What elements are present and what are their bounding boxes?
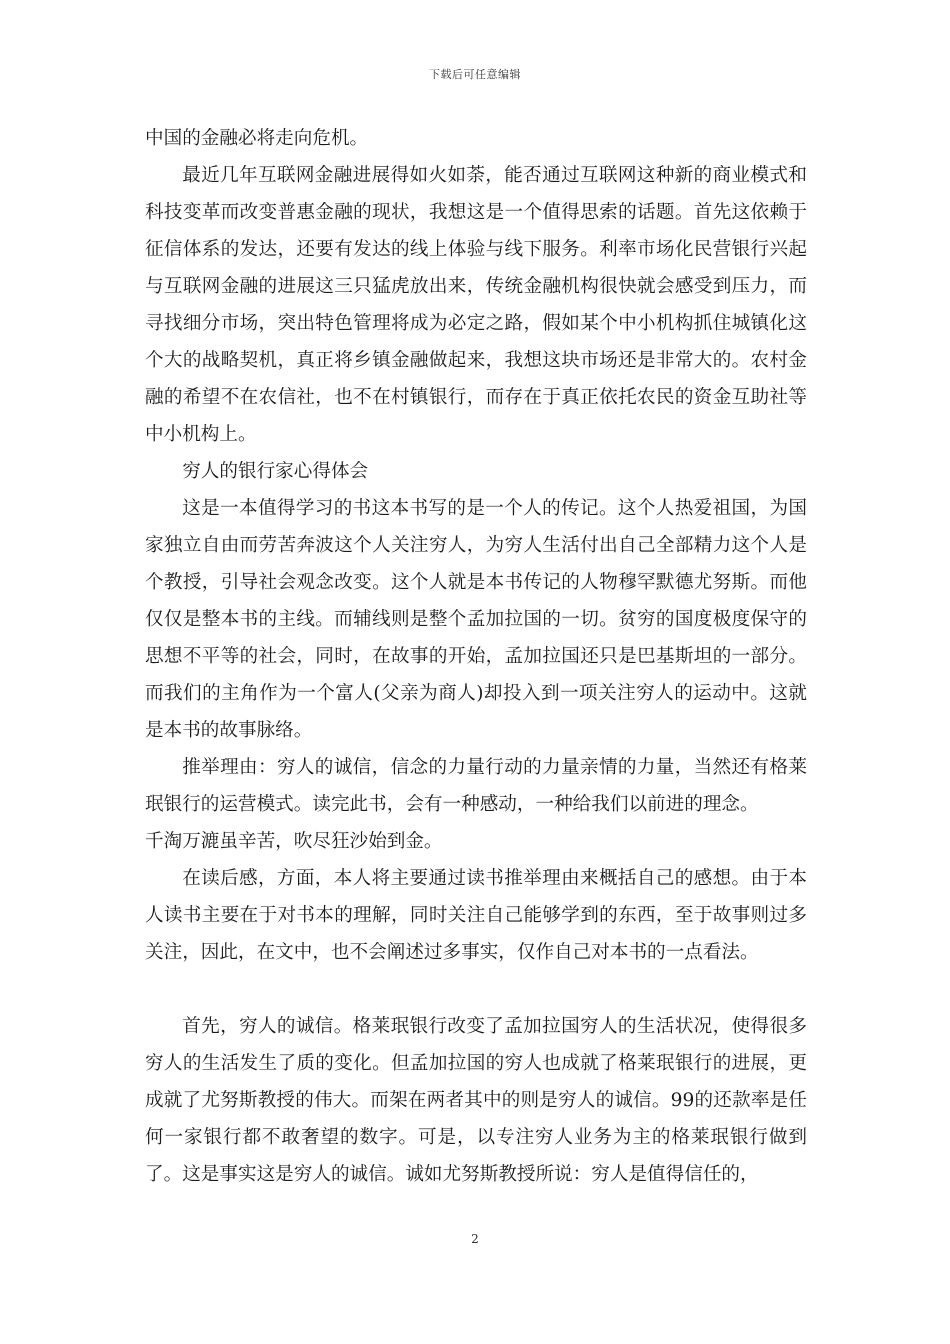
paragraph-recommendation: 推举理由：穷人的诚信，信念的力量行动的力量亲情的力量，当然还有格莱珉银行的运营模式。读完此书，会有一种感动，一种给我们以前进的理念。	[145, 757, 807, 815]
paragraph-book-intro: 这是一本值得学习的书这本书写的是一个人的传记。这个人热爱祖国，为国家独立自由而劳苦奔波这个人关注穷人，为穷人生活付出自己全部精力这个人是个教授，引导社会观念改变。这个人就是本书传记的人物穆罕默德尤努斯。而他仅仅是整本书的主线。而辅线则是整个孟加拉国的一切。贫穷的国度极度保守的思想不平等的社会，同时，在故事的开始，孟加拉国还只是巴基斯坦的一部分。而我们的主角作为一个富人(父亲为商人)却投入到一项关注穷人的运动中。这就是本书的故事脉络。	[145, 498, 807, 741]
paragraph-poem: 千淘万漉虽辛苦，吹尽狂沙始到金。	[145, 831, 443, 852]
page-header: 下载后可任意编辑	[429, 68, 521, 81]
paragraph-continuation: 中国的金融必将走向危机。	[145, 128, 369, 149]
page-number: 2	[471, 1232, 479, 1246]
paragraph-integrity: 首先，穷人的诚信。格莱珉银行改变了孟加拉国穷人的生活状况，使得很多穷人的生活发生了质的变化。但孟加拉国的穷人也成就了格莱珉银行的进展，更成就了尤努斯教授的伟大。而架在两者其中的则是穷人的诚信。99的还款率是任何一家银行都不敢奢望的数字。可是，以专注穷人业务为主的格莱珉银行做到了。这是事实这是穷人的诚信。诚如尤努斯教授所说：穷人是值得信任的，	[145, 1016, 807, 1185]
paragraph-internet-finance: 最近几年互联网金融进展得如火如荼，能否通过互联网这种新的商业模式和科技变革而改变普惠金融的现状，我想这是一个值得思索的话题。首先这依赖于征信体系的发达，还要有发达的线上体验与线下服务。利率市场化民营银行兴起与互联网金融的进展这三只猛虎放出来，传统金融机构很快就会感受到压力，而寻找细分市场，突出特色管理将成为必定之路，假如某个中小机构抓住城镇化这个大的战略契机，真正将乡镇金融做起来，我想这块市场还是非常大的。农村金融的希望不在农信社，也不在村镇银行，而存在于真正依托农民的资金互助社等中小机构上。	[145, 165, 807, 445]
document-body	[145, 120, 807, 1193]
section-title: 穷人的银行家心得体会	[182, 461, 369, 482]
paragraph-reflection: 在读后感，方面，本人将主要通过读书推举理由来概括自己的感想。由于本人读书主要在于对书本的理解，同时关注自己能够学到的东西，至于故事则过多关注，因此，在文中，也不会阐述过多事实，仅作自己对本书的一点看法。	[145, 868, 807, 963]
